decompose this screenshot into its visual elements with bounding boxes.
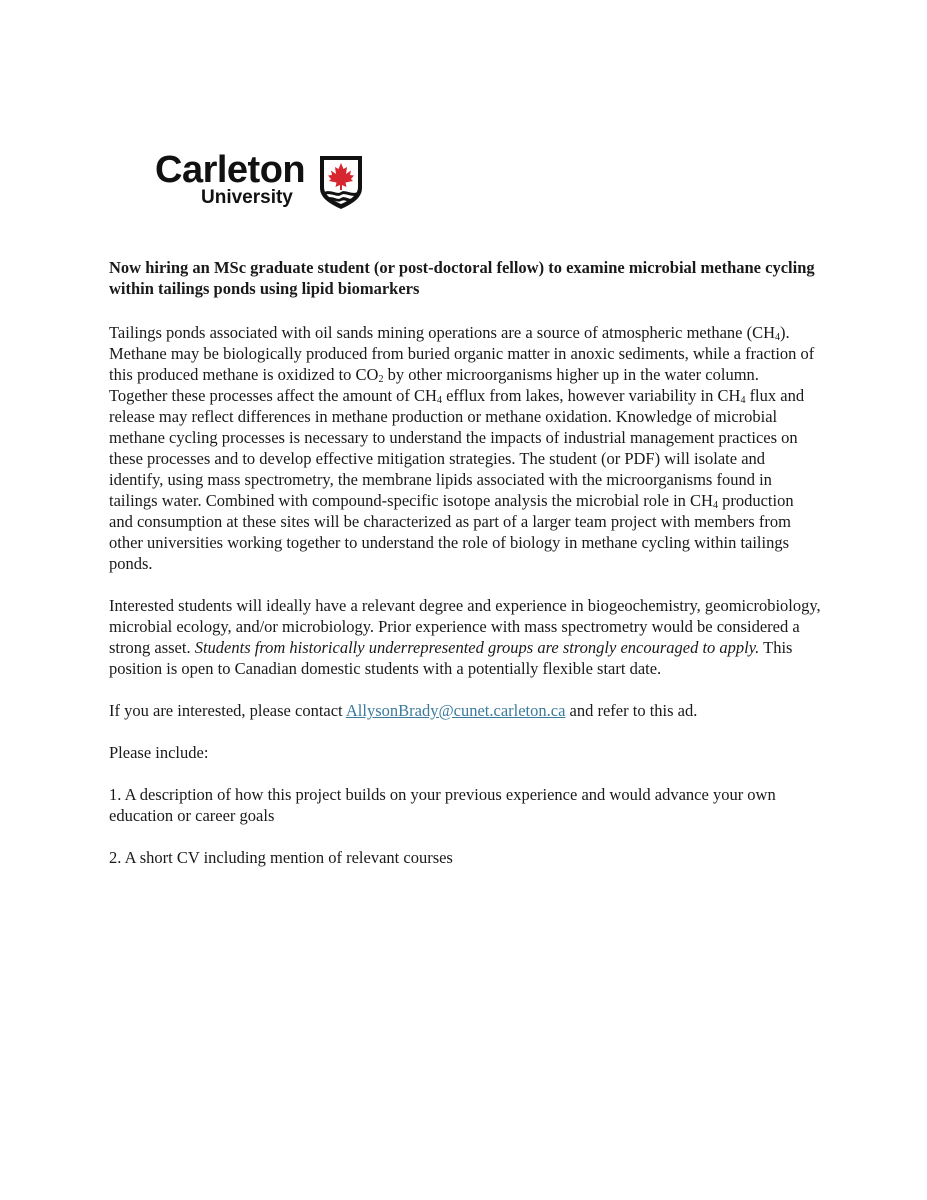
requirements-paragraph: Interested students will ideally have a relevant degree and experience in biogeochemistry, geomicrobiology, microbial ecology, and/or microbiology. Prior experience with mass spectrometry would be considered a strong asset. Students from historically underrepresented groups are strongly encouraged to apply. This position is open to Canadian domestic students with a potentially flexible start date. [109, 596, 821, 678]
equity-statement: Students from historically underrepresented groups are strongly encouraged to apply. [194, 638, 760, 657]
contact-paragraph: If you are interested, please contact AllysonBrady@cunet.carleton.ca and refer to this ad. [109, 701, 698, 720]
include-label: Please include: [109, 743, 209, 762]
list-item: 2. A short CV including mention of relevant courses [109, 848, 453, 867]
logo-name-line2: University [201, 187, 293, 208]
carleton-university-logo [155, 150, 370, 212]
contact-email-link[interactable]: AllysonBrady@cunet.carleton.ca [345, 701, 566, 720]
maple-leaf-shield-icon [318, 154, 364, 210]
list-item: 1. A description of how this project builds on your previous experience and would advance your own education or career goals [109, 785, 776, 825]
ad-body [109, 257, 821, 889]
project-description-paragraph: Tailings ponds associated with oil sands mining operations are a source of atmospheric methane $(CH_4)$. Methane may be biologically produced from buried organic matter in anoxic sediments, while a fraction of this produced methane is oxidized to $CO_2$ by other microorganisms higher up in the water column. Together these processes affect the amount of $CH_4$ efflux from lakes, however variability in $CH_4$ flux and release may reflect differences in methane production or methane oxidation. Knowledge of microbial methane cycling processes is necessary to understand the impacts of industrial management practices on these processes and to develop effective mitigation strategies. The student (or PDF) will isolate and identify, using mass spectrometry, the membrane lipids associated with the microorganisms found in tailings water. Combined with compound-specific isotope analysis the microbial role in $CH_4$ production and consumption at these sites will be characterized as part of a larger team project with members from other universities working together to understand the role of biology in methane cycling within tailings ponds. [109, 323, 815, 573]
logo-name-line1: Carleton [155, 149, 306, 191]
page-title: Now hiring an MSc graduate student (or post-doctoral fellow) to examine microbial methane cycling within tailings ponds using lipid biomarkers [109, 258, 815, 298]
